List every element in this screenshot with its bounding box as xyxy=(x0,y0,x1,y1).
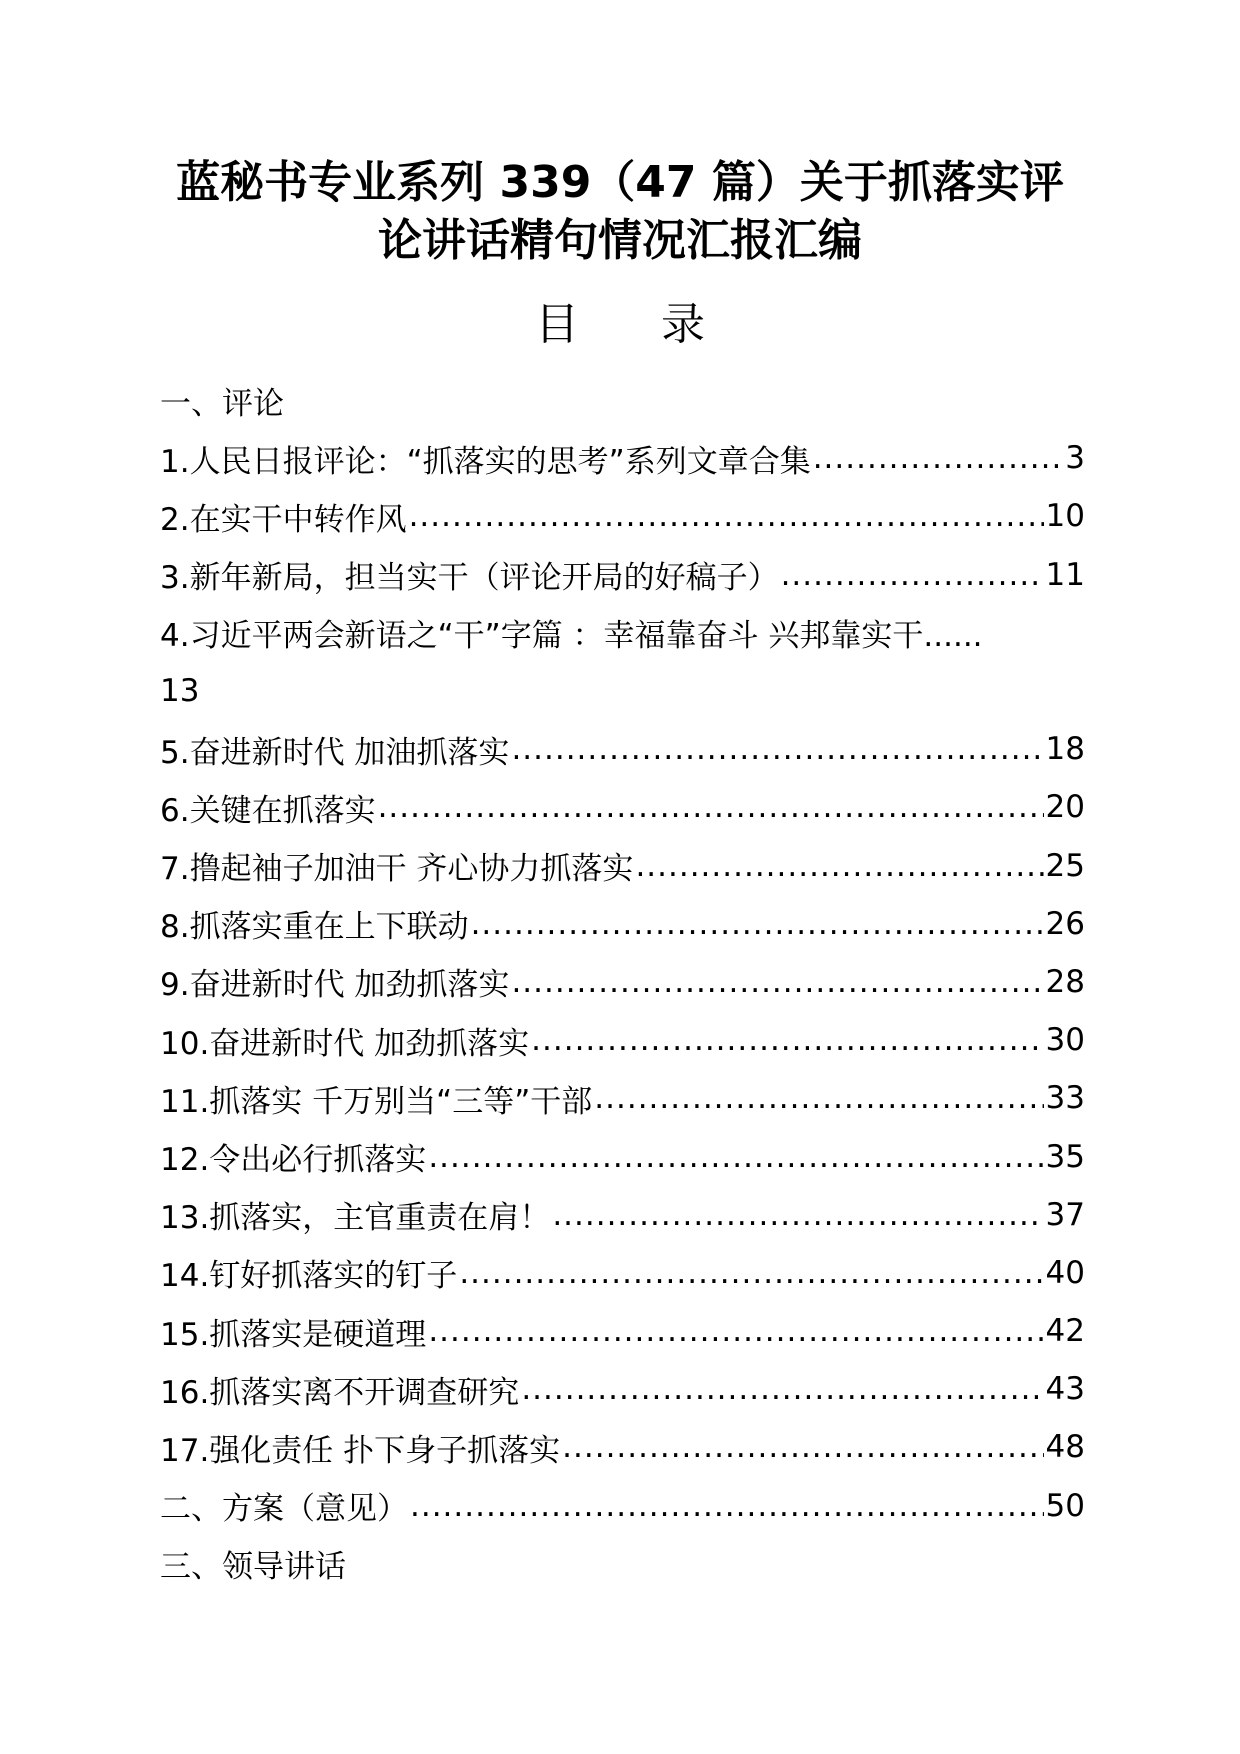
toc-entry[interactable] xyxy=(160,895,1085,953)
toc-leader xyxy=(471,906,1044,942)
toc-entry-title: 三、领导讲话 xyxy=(160,1549,346,1586)
toc-entry[interactable] xyxy=(160,604,1085,662)
toc-entry-page: 10 xyxy=(1045,498,1085,535)
toc-entry-title: 3.新年新局，担当实干（评论开局的好稿子） xyxy=(160,560,779,597)
toc-entry[interactable] xyxy=(160,429,1085,487)
toc-leader xyxy=(428,1139,1043,1175)
toc-entry-continuation[interactable] xyxy=(160,662,1085,720)
toc-entry[interactable] xyxy=(160,1302,1085,1360)
toc-entry-page: 11 xyxy=(1045,556,1085,593)
toc-heading: 目 录 xyxy=(535,299,739,350)
toc-leader xyxy=(781,557,1044,593)
toc-leader xyxy=(594,1080,1043,1116)
toc-entry[interactable] xyxy=(160,1360,1085,1418)
toc-entry-title: 16.抓落实离不开调查研究 xyxy=(160,1374,520,1411)
toc-entry[interactable] xyxy=(160,1011,1085,1069)
toc-entry-page: 48 xyxy=(1045,1429,1085,1466)
toc-leader xyxy=(511,964,1043,1000)
toc-leader xyxy=(813,440,1064,476)
toc-entry-title: 一、评论 xyxy=(160,385,284,422)
toc-entry-title: 7.撸起袖子加油干 齐心协力抓落实 xyxy=(160,851,634,888)
toc-entry-title: 2.在实干中转作风 xyxy=(160,501,407,538)
toc-entry[interactable] xyxy=(160,546,1085,604)
document-title-line2: 论讲话精句情况汇报汇编 xyxy=(378,215,862,266)
toc-entry-title: 10.奋进新时代 加劲抓落实 xyxy=(160,1025,530,1062)
toc-leader xyxy=(552,1197,1043,1233)
toc-leader xyxy=(378,789,1044,825)
toc-entry-page: 40 xyxy=(1045,1254,1085,1291)
toc-entry-page: 43 xyxy=(1045,1371,1085,1408)
toc-entry[interactable] xyxy=(160,1186,1085,1244)
toc-section-heading[interactable] xyxy=(160,371,1085,429)
toc-leader xyxy=(410,1488,1044,1524)
toc-entry-title: 13.抓落实，主官重责在肩！ xyxy=(160,1200,551,1237)
toc-entry-page: 25 xyxy=(1045,847,1085,884)
toc-entry-title: 11.抓落实 千万别当“三等”干部 xyxy=(160,1083,593,1120)
toc-entry-page: 3 xyxy=(1065,440,1085,477)
toc-leader xyxy=(562,1429,1043,1465)
toc-leader xyxy=(511,731,1043,767)
toc-entry-page: 30 xyxy=(1045,1022,1085,1059)
toc-entry-page: 50 xyxy=(1045,1487,1085,1524)
toc-entry[interactable] xyxy=(160,778,1085,836)
toc-entry-page: 20 xyxy=(1045,789,1085,826)
toc-leader xyxy=(521,1371,1043,1407)
toc-entry[interactable] xyxy=(160,837,1085,895)
toc-leader xyxy=(428,1313,1043,1349)
toc-entry-page: 18 xyxy=(1045,731,1085,768)
toc-entry-title: 12.令出必行抓落实 xyxy=(160,1142,427,1179)
document-title-line1: 蓝秘书专业系列 339（47 篇）关于抓落实评 xyxy=(176,157,1064,208)
toc-entry-page-wrapped: 13 xyxy=(160,673,200,710)
toc-entry-page: 26 xyxy=(1045,905,1085,942)
toc-entry[interactable] xyxy=(160,1244,1085,1302)
toc-entry[interactable] xyxy=(160,1418,1085,1476)
toc-entry[interactable] xyxy=(160,487,1085,545)
toc-entry-title: 4.习近平两会新语之“干”字篇 ：幸福靠奋斗 兴邦靠实干...... xyxy=(160,618,983,655)
toc-section-heading[interactable] xyxy=(160,1535,1085,1593)
toc-leader xyxy=(531,1022,1043,1058)
table-of-contents xyxy=(160,371,1085,1593)
toc-entry-title: 6.关键在抓落实 xyxy=(160,792,376,829)
toc-entry-title: 5.奋进新时代 加油抓落实 xyxy=(160,734,510,771)
toc-section-heading[interactable] xyxy=(160,1477,1085,1535)
toc-leader xyxy=(459,1255,1043,1291)
toc-entry[interactable] xyxy=(160,720,1085,778)
toc-entry-page: 28 xyxy=(1045,963,1085,1000)
toc-entry-title: 14.钉好抓落实的钉子 xyxy=(160,1258,458,1295)
toc-entry[interactable] xyxy=(160,953,1085,1011)
toc-entry-page: 37 xyxy=(1045,1196,1085,1233)
toc-entry[interactable] xyxy=(160,1127,1085,1185)
toc-entry-title: 二、方案（意见） xyxy=(160,1491,408,1528)
toc-entry-title: 17.强化责任 扑下身子抓落实 xyxy=(160,1432,561,1469)
toc-entry-title: 9.奋进新时代 加劲抓落实 xyxy=(160,967,510,1004)
toc-leader xyxy=(635,848,1043,884)
toc-leader xyxy=(409,498,1044,534)
toc-entry-page: 35 xyxy=(1045,1138,1085,1175)
toc-entry-title: 1.人民日报评论：“抓落实的思考”系列文章合集 xyxy=(160,443,811,480)
toc-entry-title: 15.抓落实是硬道理 xyxy=(160,1316,427,1353)
toc-entry-page: 42 xyxy=(1045,1313,1085,1350)
toc-entry-title: 8.抓落实重在上下联动 xyxy=(160,909,469,946)
toc-entry[interactable] xyxy=(160,1069,1085,1127)
toc-entry-page: 33 xyxy=(1045,1080,1085,1117)
